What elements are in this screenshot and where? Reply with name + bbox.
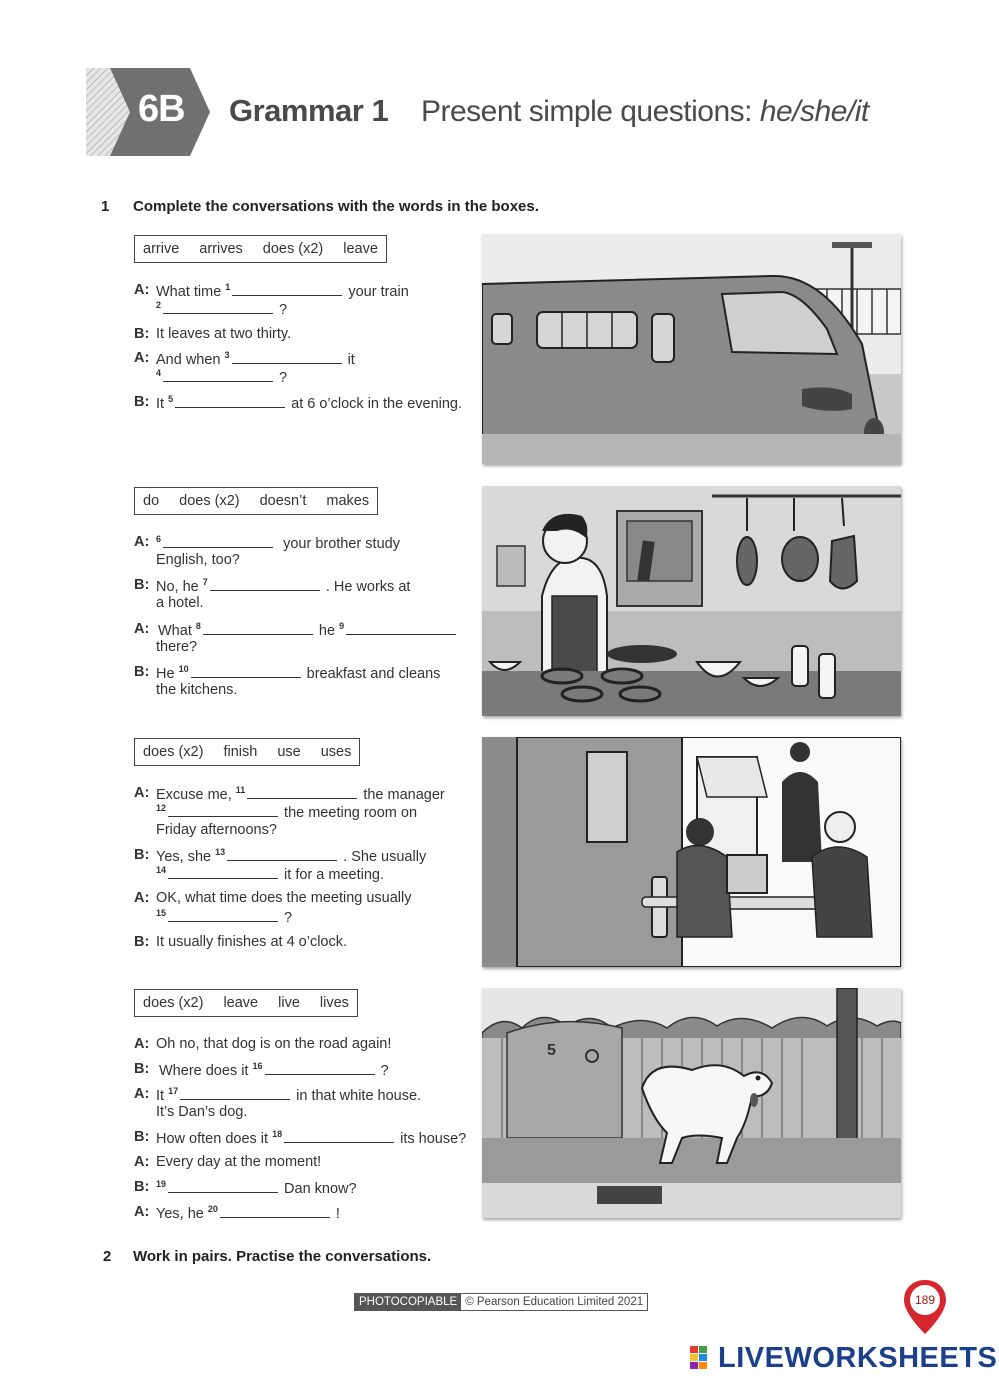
speaker-label: A: [134, 1086, 150, 1102]
answer-gap[interactable] [163, 299, 273, 314]
box-word: lives [319, 995, 349, 1011]
speaker-label: B: [134, 326, 150, 342]
speaker-label: B: [134, 1179, 150, 1195]
dialogue-line: He $^{10}$ breakfast and cleans [156, 664, 441, 682]
box-word: arrive [143, 241, 180, 257]
dialogue-line: $^4$ ? [156, 368, 288, 386]
answer-gap[interactable] [227, 846, 337, 861]
page-number: 189 [914, 1293, 936, 1307]
speaker-label: A: [134, 621, 150, 637]
dialogue-line: What $^8$ he $^9$ [158, 620, 458, 640]
meeting-room-illustration [482, 737, 901, 967]
dialogue-line: $^{14}$ it for a meeting. [156, 865, 384, 883]
dialogue-line: $^2$ ? [156, 300, 288, 318]
dialogue-line: Where does it $^{16}$ ? [159, 1061, 389, 1079]
box-word: live [278, 995, 300, 1011]
speaker-label: B: [134, 1061, 150, 1077]
house-number: 5 [547, 1042, 556, 1059]
speaker-label: B: [134, 1129, 150, 1145]
answer-gap[interactable] [232, 281, 342, 296]
train-illustration [482, 234, 901, 464]
dialogue-line: How often does it $^{18}$ its house? [156, 1129, 467, 1147]
answer-gap[interactable] [284, 1128, 394, 1143]
dialogue-line: Friday afternoons? [156, 822, 277, 838]
speaker-label: A: [134, 1154, 150, 1170]
dialogue-line: $^6$ your brother study [156, 534, 400, 552]
box-word: use [277, 744, 301, 760]
dialogue-line: It’s Dan’s dog. [156, 1104, 248, 1120]
speaker-label: A: [134, 785, 150, 801]
speaker-label: A: [134, 890, 150, 906]
word-box [134, 235, 387, 263]
answer-gap[interactable] [163, 367, 273, 382]
dialogue-line: $^{19}$ Dan know? [156, 1179, 357, 1197]
box-word: makes [326, 493, 370, 509]
dialogue-line: $^{12}$ the meeting room on [156, 803, 418, 821]
answer-gap[interactable] [191, 663, 301, 678]
answer-gap[interactable] [180, 1085, 290, 1100]
box-word: arrives [199, 241, 243, 257]
dialogue-line: Excuse me, $^{11}$ the manager [156, 785, 445, 803]
answer-gap[interactable] [163, 533, 273, 548]
page-title: Grammar 1 [229, 93, 389, 128]
dialogue-line: OK, what time does the meeting usually [156, 890, 412, 906]
answer-gap[interactable] [168, 802, 278, 817]
answer-gap[interactable] [203, 620, 313, 635]
exercise-instruction: Work in pairs. Practise the conversations. [133, 1248, 432, 1265]
speaker-label: A: [134, 1036, 150, 1052]
photocopiable-label: PHOTOCOPIABLE [355, 1294, 461, 1310]
dialogue-line: No, he $^7$ . He works at [156, 577, 411, 595]
dog-street-illustration [482, 988, 901, 1218]
exercise-instruction: Complete the conversations with the words in the boxes. [133, 198, 539, 215]
answer-gap[interactable] [265, 1060, 375, 1075]
dialogue-line: Every day at the moment! [156, 1154, 322, 1170]
answer-gap[interactable] [220, 1203, 330, 1218]
exercise-number: 1 [101, 198, 110, 215]
word-box [134, 989, 358, 1017]
dialogue-line: a hotel. [156, 595, 204, 611]
page-subtitle: Present simple questions: he/she/it [421, 95, 869, 128]
copyright-text: © Pearson Education Limited 2021 [465, 1296, 644, 1308]
dialogue-line: It usually finishes at 4 o’clock. [156, 934, 348, 950]
dialogue-line: What time $^1$ your train [156, 282, 409, 300]
dialogue-line: there? [156, 639, 198, 655]
box-word: does (x2) [179, 493, 240, 509]
speaker-label: B: [134, 394, 150, 410]
kitchen-illustration [482, 486, 901, 716]
dialogue-line: English, too? [156, 552, 240, 568]
liveworksheets-brand: LIVEWORKSHEETS [718, 1342, 998, 1374]
speaker-label: B: [134, 847, 150, 863]
dialogue-line: It leaves at two thirty. [156, 326, 292, 342]
dialogue-line: the kitchens. [156, 682, 238, 698]
dialogue-line: It $^{17}$ in that white house. [156, 1086, 422, 1104]
copyright-footer [354, 1293, 648, 1311]
box-word: does (x2) [143, 995, 204, 1011]
dialogue-line: Yes, she $^{13}$ . She usually [156, 847, 427, 865]
speaker-label: A: [134, 534, 150, 550]
dialogue-line: It $^5$ at 6 o’clock in the evening. [156, 394, 463, 412]
speaker-label: B: [134, 664, 150, 680]
unit-number: 6B [138, 88, 185, 130]
box-word: doesn’t [259, 493, 307, 509]
answer-gap[interactable] [247, 784, 357, 799]
answer-gap[interactable] [168, 907, 278, 922]
dialogue-line: Yes, he $^{20}$ ! [156, 1204, 340, 1222]
dialogue-line: And when $^3$ it [156, 350, 355, 368]
box-word: leave [223, 995, 259, 1011]
box-word: do [143, 493, 160, 509]
answer-gap[interactable] [210, 576, 320, 591]
answer-gap[interactable] [168, 864, 278, 879]
box-word: finish [223, 744, 258, 760]
box-word: uses [320, 744, 352, 760]
word-box [134, 738, 360, 766]
dialogue-line: $^{15}$ ? [156, 908, 293, 926]
answer-gap[interactable] [232, 349, 342, 364]
speaker-label: B: [134, 934, 150, 950]
box-word: leave [343, 241, 378, 257]
speaker-label: B: [134, 577, 150, 593]
box-word: does (x2) [262, 241, 324, 257]
speaker-label: A: [134, 282, 150, 298]
dialogue-line: Oh no, that dog is on the road again! [156, 1036, 392, 1052]
speaker-label: A: [134, 1204, 150, 1220]
answer-gap[interactable] [175, 393, 285, 408]
answer-gap[interactable] [168, 1178, 278, 1193]
map-pin-icon [901, 1278, 949, 1336]
box-word: does (x2) [143, 744, 204, 760]
speaker-label: A: [134, 350, 150, 366]
liveworksheets-logo-icon [690, 1346, 716, 1370]
word-box [134, 487, 378, 515]
answer-gap[interactable] [346, 620, 456, 635]
exercise-number: 2 [103, 1248, 112, 1265]
